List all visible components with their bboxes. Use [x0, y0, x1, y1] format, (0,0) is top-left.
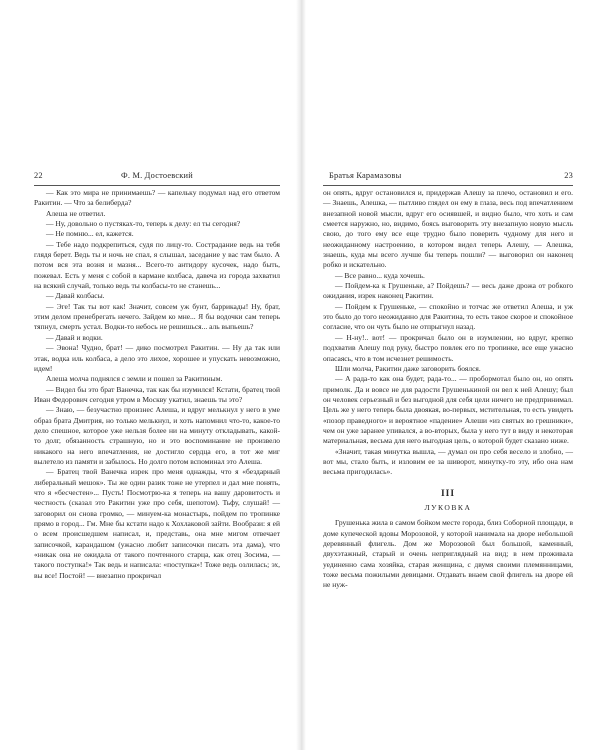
paragraph: — Тебе надо подкрепиться, судя по лицу-то. Сострадание ведь на тебя глядя берет. Ведь ты и ночь не спал, я слышал, заседание у вас там было. А потом вся эта возня и мазня... Всего-то антидору кусочек, надо быть, пожевал. Есть у меня с собой в кармане колбаса, давеча из города захватил на всякий случай, только ведь ты колбасы-то не станешь...: [34, 239, 280, 291]
right-body-text: [323, 188, 573, 591]
paragraph: — Видел бы это брат Ванечка, так как бы изумился! Кстати, братец твой Иван Федорович сегодня утром в Москву укатил, знаешь ты это?: [34, 384, 280, 404]
right-page: [323, 170, 573, 591]
left-page-number: 22: [34, 171, 43, 180]
left-running-title: Ф. М. Достоевский: [121, 171, 193, 180]
left-running-head: [34, 170, 280, 186]
right-page-number: 23: [564, 171, 573, 180]
paragraph: — Все равно... куда хочешь.: [335, 270, 425, 280]
paragraph: Алеша не ответил.: [46, 208, 106, 218]
paragraph: Алеша молча поднялся с земли и пошел за Ракитиным.: [46, 374, 223, 384]
paragraph: — Ну, довольно о пустяках-то, теперь к делу: ел ты сегодня?: [46, 219, 241, 229]
paragraph: он опять, вдруг остановился и, придержав Алешу за плечо, остановил и его. — Знаешь, Алешка, — пытливо глядел он ему в глаза, весь под впечатлением внезапной новой мысли, вдруг его осиявшей, и видно было, что хоть и сам смеется наружно, но, видимо, боясь выговорить эту внезапную новую мысль свою, до того ему все еще трудно было поверить чудному для него и неожиданному настроению, в котором видел теперь Алешу, — Алешка, знаешь, куда мы всего лучше бы теперь пошли? — выговорил он наконец робко и искательно.: [323, 188, 573, 270]
paragraph: — Знаю, — безучастно произнес Алеша, и вдруг мелькнул у него в уме образ брата Дмитрия, но только мелькнул, и хоть напомнил что-то, какое-то дело спешное, которое уже нельзя более ни на минуту откладывать, какой-то долг, обязанность страшную, но и это воспоминание не произвело никакого на него впечатления, не достигло сердца его, в тот же миг вылетело из памяти и забылось. Но долго потом вспоминал это Алеша.: [34, 405, 280, 466]
paragraph: — Пойдем-ка к Грушеньке, а? Пойдешь? — весь даже дрожа от робкого ожидания, изрек наконец Ракитин.: [323, 281, 573, 301]
paragraph: — Н-ну!.. вот! — прокричал было он в изумлении, но вдруг, крепко подхватив Алешу под руку, быстро повлек его по тропинке, все еще ужасно опасаясь, что в том исчезнет решимость.: [323, 332, 573, 363]
paragraph: — Эвона! Чудно, брат! — дико посмотрел Ракитин. — Ну да так или этак, водка иль колбаса, а дело это лихое, хорошее и упускать невозможно, идем!: [34, 343, 280, 373]
paragraph: Шли молча, Ракитин даже заговорить боялся.: [335, 363, 481, 373]
paragraph: — Пойдем к Грушеньке, — спокойно и тотчас же ответил Алеша, и уж это было до того неожиданно для Ракитина, то есть такое скорое и спокойное согласие, что он чуть было не отпрыгнул назад.: [323, 301, 573, 332]
paragraph: — Братец твой Ванечка изрек про меня однажды, что я «бездарный либеральный мешок». Ты же один разик тоже не утерпел и дал мне понять, что я «бесчестен»... Пусть! Посмотрю-ка я теперь на вашу даровитость и честность (сказал это Ракитин уже про себя, шепотом). Тьфу, слушай! — заговорил он снова громко, — минуем-ка монастырь, пойдем по тропинке прямо в город... Гм. Мне бы кстати надо к Хохлаковой зайти. Вообрази: я ей о всем происшедшем написал, и, представь, она мне мигом отвечает записочкой, карандашом (ужасно любит записочки писать эта дама), что «никак она не ожидала от такого почтенного старца, как отец Зосима, — такого поступка!» Так ведь и написала: «поступка»! Тоже ведь озлилась; эх, вы все! Постой! — внезапно прокричал: [34, 467, 280, 580]
left-body-text: [34, 188, 280, 581]
chapter-number: III: [440, 488, 456, 499]
paragraph: — Давай и водки.: [46, 332, 103, 342]
right-running-title: Братья Карамазовы: [329, 171, 402, 180]
right-running-head: [323, 170, 573, 186]
paragraph: «Значит, такая минутка вышла, — думал он про себя весело и злобно, — вот мы, стало быть, и изловим ее за шиворот, минутку-то эту, ибо она нам весьма пригодилась».: [323, 446, 573, 477]
left-page: [34, 170, 280, 581]
paragraph: — Не помню... ел, кажется.: [46, 229, 134, 239]
paragraph: — А рада-то как она будет, рада-то... — пробормотал было он, но опять примолк. Да и вовсе не для радости Грушенькиной он вел к ней Алешу; был он человек серьезный и без выгодной для себя цели ничего не предпринимал. Цель же у него теперь была двоякая, во-первых, мстительная, то есть увидеть «позор праведного» и вероятное «падение» Алеши «из святых во грешники», чем он уже заранее упивался, а во-вторых, была у него тут в виду и некоторая материальная, весьма для него выгодная цель, о которой будет сказано ниже.: [323, 374, 573, 446]
chapter-title: ЛУКОВКА: [424, 502, 472, 512]
book-gutter: [296, 0, 306, 750]
paragraph: — Эге! Так ты вот как! Значит, совсем уж бунт, баррикады! Ну, брат, этим делом пренебрегать нечего. Зайдем ко мне... Я бы водочки сам теперь тяпнул, смерть устал. Водки-то небось не решишься... аль выпьешь?: [34, 301, 280, 332]
paragraph: Грушенька жила в самом бойком месте города, близ Соборной площади, в доме купеческой вдовы Морозовой, у которой нанимала на дворе небольшой деревянный флигель. Дом же Морозовой был большой, каменный, двухэтажный, старый и очень неприглядный на вид; в нем проживала уединенно сама хозяйка, старая женщина, с двумя своими племянницами, тоже весьма пожилыми девицами. Отдавать внаем свой флигель на дворе ей не нуж-: [323, 518, 573, 590]
paragraph: — Давай колбасы.: [46, 291, 105, 301]
paragraph: — Как это мира не принимаешь? — капельку подумал над его ответом Ракитин. — Что за белиберда?: [34, 188, 280, 208]
